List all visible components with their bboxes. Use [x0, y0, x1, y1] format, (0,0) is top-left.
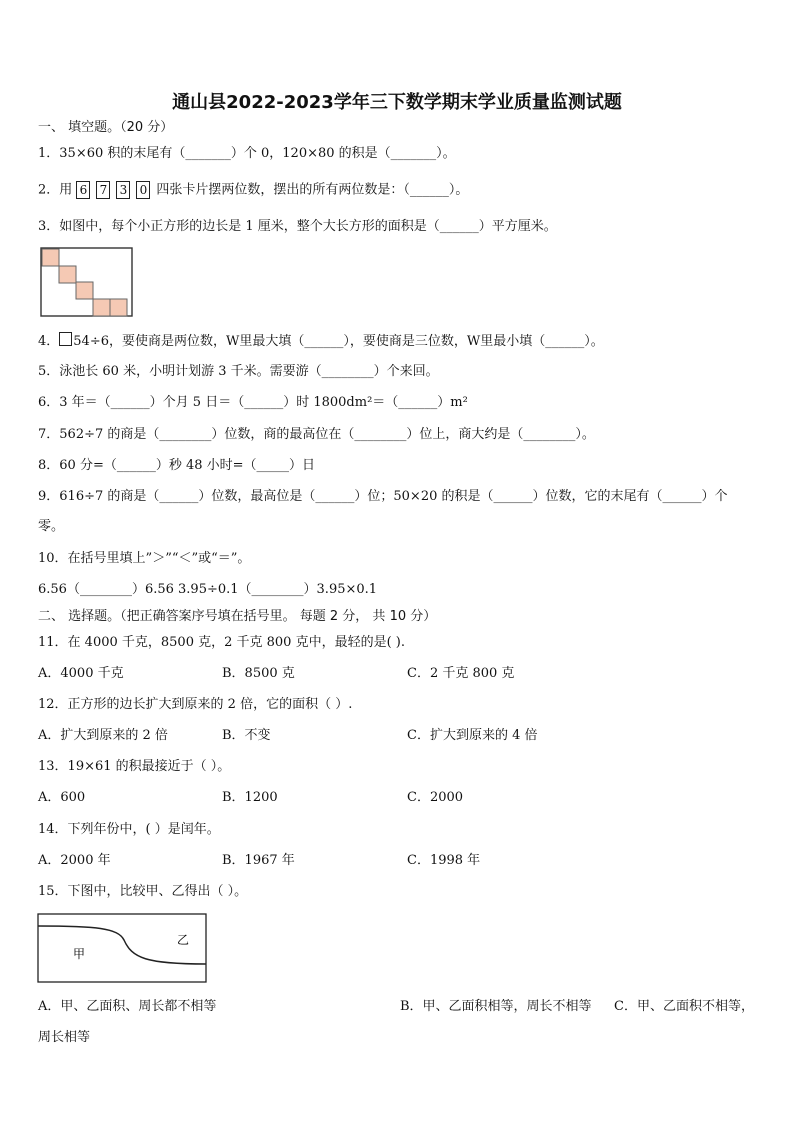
label-yi: 乙 — [177, 933, 190, 947]
option-c: C．扩大到原来的 4 倍 — [407, 728, 538, 743]
question-5: 5．泳池长 60 米，小明计划游 3 千米。需要游（________）个来回。 — [38, 364, 439, 379]
option-c: C．2000 — [407, 790, 464, 805]
option-a: A．扩大到原来的 2 倍 — [38, 728, 168, 743]
question-4-prefix: 4． — [38, 334, 60, 349]
digit-card: 0 — [136, 181, 150, 199]
option-b: B．1200 — [222, 790, 278, 805]
question-13: 13．19×61 的积最接近于（ ）。 — [38, 759, 231, 774]
question-3: 3．如图中，每个小正方形的边长是 1 厘米，整个大长方形的面积是（______）平方厘米。 — [38, 219, 557, 234]
question-4 — [38, 332, 604, 351]
question-6: 6．3 年＝（______）个月 5 日＝（______）时 1800dm²＝（______）m² — [38, 395, 468, 410]
shape-diagram — [36, 912, 210, 986]
question-12: 12．正方形的边长扩大到原来的 2 倍，它的面积（ ）. — [38, 697, 353, 712]
option-c: C．甲、乙面积不相等， — [614, 999, 754, 1014]
question-1: 1．35×60 积的末尾有（_______）个 0，120×80 的积是（_______）。 — [38, 146, 456, 161]
question-2 — [38, 181, 468, 200]
page-title: 通山县2022-2023学年三下数学期末学业质量监测试题 — [172, 92, 622, 113]
option-b: B．8500 克 — [222, 666, 295, 681]
option-a: A．600 — [38, 790, 86, 805]
option-b: B．1967 年 — [222, 853, 295, 868]
question-4-text: 54÷6，要使商是两位数，W里最大填（______），要使商是三位数，W里最小填（______）。 — [73, 334, 604, 349]
option-c-continued: 周长相等 — [38, 1030, 91, 1045]
label-jia: 甲 — [73, 947, 86, 961]
option-c: C．1998 年 — [407, 853, 481, 868]
question-10-items: 6.56（________）6.56 3.95÷0.1（________）3.95×0.1 — [38, 582, 378, 597]
question-8: 8．60 分=（______）秒 48 小时=（_____）日 — [38, 458, 316, 473]
option-b: B．不变 — [222, 728, 271, 743]
question-9: 9．616÷7 的商是（______）位数，最高位是（______）位；50×20 的积是（______）位数，它的末尾有（______）个 — [38, 489, 728, 504]
option-a: A．2000 年 — [38, 853, 111, 868]
question-14: 14．下列年份中，( ）是闰年。 — [38, 822, 220, 837]
blank-square — [59, 332, 72, 346]
question-2-suffix: 四张卡片摆两位数，摆出的所有两位数是：（______）。 — [156, 182, 469, 198]
digit-card: 3 — [116, 181, 130, 199]
question-7: 7．562÷7 的商是（________）位数，商的最高位在（________）位上，商大约是（________）。 — [38, 427, 595, 442]
option-c: C．2 千克 800 克 — [407, 666, 515, 681]
option-b: B．甲、乙面积相等，周长不相等 — [400, 999, 592, 1014]
digit-card: 7 — [96, 181, 110, 199]
digit-card: 6 — [76, 181, 90, 199]
option-a: A．甲、乙面积、周长都不相等 — [38, 999, 217, 1014]
grid-diagram — [40, 246, 134, 318]
question-9-continued: 零。 — [38, 519, 65, 534]
question-15: 15．下图中，比较甲、乙得出（ ）。 — [38, 884, 248, 899]
question-2-prefix: 2．用 — [38, 182, 73, 198]
section-1-heading: 一、 填空题。（20 分） — [38, 120, 174, 135]
question-10: 10．在括号里填上”＞”“＜”或“＝”。 — [38, 551, 251, 566]
option-a: A．4000 千克 — [38, 666, 124, 681]
section-2-heading: 二、 选择题。（把正确答案序号填在括号里。 每题 2 分， 共 10 分） — [38, 609, 437, 624]
question-11: 11．在 4000 千克，8500 克，2 千克 800 克中，最轻的是( ). — [38, 635, 405, 650]
